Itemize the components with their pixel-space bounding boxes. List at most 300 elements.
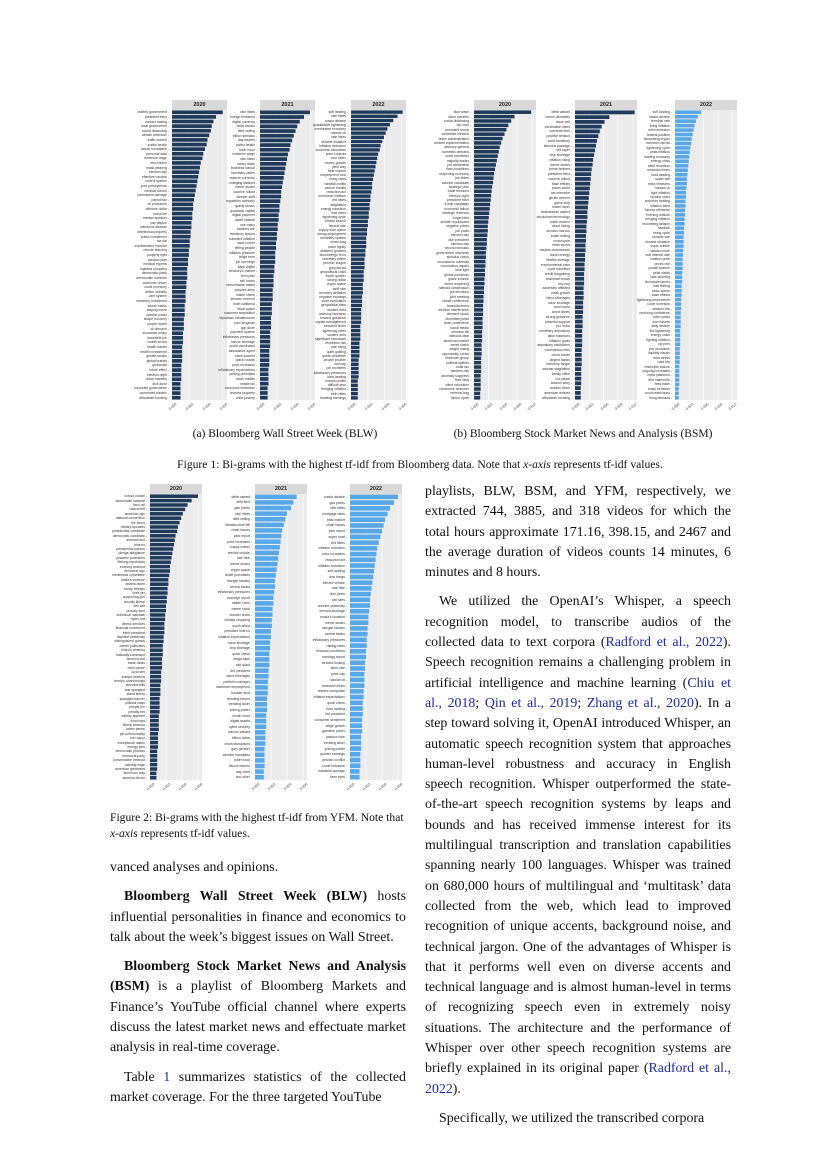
bar-individual-mandate (150, 613, 165, 617)
bar-charging-stations (260, 181, 283, 185)
category-label: inflationary pressures - (313, 370, 348, 375)
category-label: fed hikes - (332, 198, 348, 203)
category-label: peloton conflict - (322, 757, 347, 762)
bar-chain-issues (255, 528, 282, 532)
table-ref-link[interactable]: 1 (163, 1069, 171, 1085)
category-label: labour shortage - (231, 339, 257, 344)
x-tick-label: 0.003 (484, 402, 494, 412)
category-label: tight inflation - (650, 190, 672, 195)
category-label: minimum wage - (232, 152, 257, 157)
category-label: attorney general - (444, 145, 471, 150)
x-tick-label: 0.006 (194, 782, 204, 792)
category-label: restrictive stance - (644, 364, 672, 369)
category-label: rising cycle - (653, 230, 672, 235)
category-label: russia ukraine - (323, 494, 347, 499)
bar-term-plan (260, 274, 274, 278)
bar-fed-president (350, 712, 363, 717)
bar-russia-ukraine (675, 115, 698, 119)
category-label: peak inflation - (649, 150, 672, 155)
bar-sophisticated-investor (172, 244, 190, 248)
bar-drafted-government (172, 110, 223, 114)
bar-ransomware-attack (260, 284, 274, 288)
bar-auction-story (575, 381, 581, 385)
bar-geopolitical-risks (351, 304, 362, 307)
bar-smart-check (474, 343, 482, 347)
category-label: neutral rate - (328, 223, 348, 228)
bar-supporting-join (150, 596, 167, 600)
category-label: evening america - (120, 564, 147, 569)
bar-democratic-process (150, 750, 157, 754)
category-label: joint meeting - (449, 294, 471, 299)
bar-strategic-reserves (474, 212, 489, 216)
bar-bad-feeling (675, 284, 682, 288)
category-label: trump campaign - (444, 202, 471, 207)
category-label: bankers risk - (450, 369, 471, 374)
bar-people-provide (351, 358, 359, 361)
category-label: fed president - (325, 712, 347, 717)
bar-electric-vehicle (255, 551, 279, 555)
bar-social-distancing (474, 119, 511, 123)
bar-military-spouses (150, 525, 178, 529)
citation-separator-2: ; (577, 695, 587, 711)
category-label: strong dollar - (327, 278, 348, 283)
category-label: election day - (450, 233, 471, 238)
category-label: inflation expectations - (218, 635, 252, 639)
bar-tight-inflation (675, 191, 686, 195)
bar-fed-tightening (675, 329, 680, 333)
bar-offshore-dollar (172, 207, 193, 211)
bar-pricing-power (255, 708, 267, 712)
bar-rate-hikes (260, 110, 310, 114)
category-label: hard landing - (327, 374, 348, 379)
category-label: trade tensions - (447, 189, 471, 194)
category-label: retail sector - (552, 243, 572, 248)
bar-labour-shortage (260, 340, 270, 344)
bar-labor-shortage (575, 301, 583, 305)
category-label: contested election - (441, 132, 471, 137)
citation-chiu[interactable]: Chiu et al., 2018 (425, 675, 731, 711)
category-label: domestic demand - (442, 149, 471, 154)
category-label: customer driven - (142, 280, 169, 285)
category-label: nancy davis - (237, 161, 257, 166)
category-label: prices world - (551, 186, 572, 191)
category-label: traffic control - (147, 137, 169, 142)
bar-portfolio-manager (255, 680, 268, 684)
category-label: tightening cycle - (646, 145, 672, 150)
bar-largest-banks (575, 358, 582, 362)
x-tick-label: 0.004 (178, 782, 188, 792)
category-label: bankers are - (237, 227, 257, 232)
bar-steel-reduction (675, 164, 688, 168)
bar-month-chart (255, 713, 266, 717)
bar-presidential-candidate (150, 530, 177, 534)
bar-daily-decline (675, 325, 681, 329)
paragraph-whisper (425, 592, 731, 1099)
bar-pension-plan (172, 258, 188, 262)
bar-joint-meeting (474, 295, 484, 299)
category-label: affordable housing - (542, 395, 572, 400)
bar-pledge-allegiance (150, 552, 172, 556)
bar-biden-s (150, 543, 174, 547)
category-label: government response - (436, 250, 471, 255)
citation-separator-1: ; (475, 695, 485, 711)
category-label: travel energy - (550, 253, 572, 257)
bar-bear-market (350, 517, 385, 522)
bar-election-interference (474, 308, 483, 312)
figure2-caption-text: Bi-grams with the highest tf-idf from YFM. Note that (155, 811, 404, 824)
bar-lehman-moment (260, 298, 273, 302)
bar-hard-landing (675, 173, 687, 177)
category-label: geopolitical risks - (321, 303, 348, 308)
bar-peak-inflation (675, 151, 690, 155)
whisper-text-a: We utilized the OpenAI’s Whisper, a speech recognition model, to transcribe audios of the collected data to text corpora ( (425, 594, 731, 651)
category-label: trump betrays - (124, 586, 147, 591)
category-label: inflation fixed - (650, 203, 672, 208)
category-label: environmental risks - (540, 262, 572, 267)
category-label: floor deal - (454, 378, 471, 383)
bar-corporate-governance (172, 387, 180, 391)
citation-radford-2[interactable]: Radford et al., 2022 (425, 1061, 731, 1097)
bar-inflation-goals (575, 339, 582, 343)
category-label: tax intensive - (551, 191, 572, 196)
bar-monetary-system (351, 237, 366, 240)
bar-hotel-california (260, 302, 272, 306)
category-label: fed taper - (556, 148, 572, 153)
bar-commerce-chamber (474, 387, 481, 391)
category-label: monetary system - (320, 236, 348, 241)
bar-ukraine-situation (351, 140, 382, 143)
bar-forget-bets (474, 216, 489, 220)
category-label: charging stations - (229, 180, 257, 185)
category-label: quantitative tightening - (312, 122, 348, 127)
category-label: lower tightly - (328, 244, 348, 249)
bar-stimulus-package (575, 144, 596, 148)
category-label: restoring confidence - (639, 311, 672, 315)
bar-rate-rising (351, 346, 359, 349)
category-label: meme stocks - (549, 162, 572, 167)
bar-social-media (474, 326, 483, 330)
bar-ledge-term (260, 255, 275, 259)
bar-monetary-depository (575, 329, 582, 333)
bar-prices-world (575, 187, 590, 191)
category-label: ongoing increases - (642, 369, 672, 373)
category-label: iron vapor - (129, 736, 147, 741)
bar-hard-landing (350, 706, 363, 711)
category-label: inflationary pressures - (222, 334, 257, 339)
bar-credentials-committee (150, 574, 169, 578)
category-label: futures refinance - (644, 208, 672, 213)
bar-virtual-conference (474, 299, 484, 303)
table-text-a: Table (124, 1069, 164, 1085)
bar-energy-transition (351, 207, 370, 210)
category-label: effective vaccine - (141, 174, 169, 179)
bar-labor-rate (350, 666, 365, 671)
bar-loyal-sen (150, 670, 161, 674)
bar-app-store (260, 326, 271, 330)
bar-maine-check (260, 293, 273, 297)
category-label: coronavirus impact - (440, 263, 471, 268)
bar-foreign-investors (260, 115, 304, 119)
bar-smart-selling (575, 234, 586, 238)
category-label: democratic nominee - (136, 276, 169, 281)
facet-strip-title: 2020 (150, 484, 202, 494)
category-label: bring inflation - (649, 123, 672, 128)
category-label: business school - (230, 166, 257, 171)
bar-employment-cost (351, 173, 374, 176)
bar-gasoline-prices (350, 729, 362, 734)
category-label: employment cost - (320, 173, 348, 178)
bar-terminal-rate (675, 119, 696, 123)
bar-trump-betrays (150, 587, 168, 591)
bar-personal-data (172, 152, 203, 156)
bar-banking-earnings (351, 396, 358, 399)
category-label: spangled banner - (119, 696, 147, 701)
category-label: african american - (141, 133, 169, 138)
category-label: world vaccinated - (229, 344, 257, 349)
bar-secretary-yellen (260, 171, 285, 175)
bar-tightening-cycle (675, 146, 690, 150)
bar-plot (351, 110, 406, 400)
bar-affordable-housing (575, 396, 581, 400)
bar-secular-stagnation (575, 367, 581, 371)
bar-formula-shortage (350, 609, 369, 614)
x-tick-label: 0.006 (394, 782, 404, 792)
bar-career-politicians (150, 644, 163, 648)
category-label: global aid - (152, 363, 169, 368)
bar-government-response (474, 251, 486, 255)
facet-strip-title: 2020 (474, 100, 536, 110)
figure2-caption (110, 810, 406, 842)
category-label: price increases - (232, 362, 257, 367)
x-tick-label: 0.003 (585, 402, 595, 412)
category-label: bitcoin futures - (228, 763, 252, 768)
bar-president-trump (474, 128, 506, 132)
bar-quality-stocks (260, 204, 279, 208)
category-label: crypto space - (326, 282, 348, 287)
category-label: ledge term - (238, 255, 257, 260)
bar-bloomberg-s-ferro (351, 253, 365, 256)
category-label: southern landing - (644, 199, 672, 204)
category-label: inflation reduction - (318, 546, 347, 551)
bar-chinese-property (260, 391, 268, 395)
category-label: adversely affected - (542, 286, 572, 291)
category-label: election night - (146, 372, 169, 377)
category-label: supporting join - (122, 595, 147, 600)
bar-job-openings (260, 260, 275, 264)
category-label: pay dayton - (150, 220, 169, 225)
category-label: super bowl - (328, 534, 347, 539)
bar-control-system (172, 180, 197, 184)
left-column-text (110, 858, 406, 1108)
bar-public-investment (172, 235, 191, 239)
bar-fed-hikes (351, 199, 370, 202)
category-label: significant slowdown - (315, 337, 348, 342)
bar-chip-shortage (255, 646, 270, 650)
category-label: special power - (146, 312, 169, 317)
category-label: ukraine situation - (321, 139, 348, 144)
category-label: federal position - (646, 132, 672, 137)
category-label: estate tax - (240, 381, 257, 386)
category-label: sophisticated investor - (134, 243, 169, 248)
category-label: strong employment - (317, 231, 348, 236)
category-label: price controls - (325, 152, 348, 157)
category-label: gas prices - (234, 506, 252, 511)
bar-rate-hike (255, 556, 278, 560)
category-label: penalty tier - (128, 709, 147, 714)
bar-turbulent-times (351, 325, 360, 328)
bar-sinks-above (675, 289, 682, 293)
category-label: child poverty - (235, 395, 257, 400)
bar-median-chairwoman (575, 248, 585, 252)
category-label: robin hood - (238, 147, 257, 152)
bar-bloomberg-tailspin (675, 222, 685, 226)
bar-forward-guidance (351, 316, 361, 319)
category-label: russian oil - (330, 131, 348, 136)
bar-mega-caps (255, 657, 269, 661)
bar-asset-purchases (255, 573, 276, 577)
category-label: joe weisenthal - (447, 162, 471, 167)
bar-plot (255, 494, 307, 780)
bar-reduction-act (351, 190, 371, 193)
category-label: russian crude - (649, 248, 672, 253)
category-label: china bonds - (551, 352, 572, 357)
category-label: bear market - (326, 517, 347, 522)
category-label: foreign investors - (230, 115, 257, 120)
category-label: raising rates - (326, 643, 347, 648)
bar-blue-light (474, 269, 485, 273)
category-label: strong guidance - (545, 314, 572, 319)
bar-price-controls (351, 152, 378, 155)
bar-prices-rise (675, 262, 683, 266)
category-label: base effects - (551, 181, 572, 186)
category-label: price cap - (331, 672, 347, 677)
category-label: energy costs - (650, 333, 672, 338)
category-label: basically command - (116, 652, 147, 657)
category-label: stimulus bill - (451, 329, 471, 334)
bar-gas-prices (255, 506, 291, 510)
category-label: tax rial - (156, 239, 169, 244)
category-label: blockchain technology - (536, 214, 572, 219)
bar-election-day (474, 233, 487, 237)
x-tick-label: 0.000 (346, 782, 356, 792)
category-label: affordable housing - (139, 395, 169, 400)
bar-inventory-tangle (575, 362, 582, 366)
category-label: tightening instruments - (636, 297, 672, 302)
category-label: russian oil - (329, 677, 347, 682)
category-label: loyal sen - (131, 670, 147, 675)
bar-contested-election (474, 132, 505, 136)
category-label: fighting inflation - (646, 337, 672, 342)
category-label: chip shortage - (229, 646, 252, 651)
x-tick-label: 0.002 (272, 402, 283, 412)
bar-economic-fallout (474, 207, 490, 211)
category-label: robin hood - (233, 758, 252, 763)
category-label: dick dunn - (152, 381, 169, 386)
bar-senator-marcus (575, 229, 586, 233)
bar-use-many (260, 223, 278, 227)
category-label: medical school - (144, 188, 169, 193)
bar-putting-principles (260, 372, 268, 376)
bar-coronavirus-outbreak (474, 260, 485, 264)
bar-rate-hike (350, 586, 372, 591)
bar-calming-edge (150, 763, 157, 767)
bar-robin-hood (260, 148, 290, 152)
bar-bloomberg-crypto (675, 137, 692, 141)
category-label: wind move - (553, 305, 572, 310)
bar-birth-rates (351, 392, 358, 395)
bar-labor-shortage (255, 640, 270, 644)
category-label: yoy announce - (648, 346, 672, 351)
x-tick-label: 0.000 (168, 402, 178, 412)
bar-gentle-women (575, 196, 589, 200)
x-tick-label: 0.006 (397, 402, 408, 412)
bar-trillion-dollar (255, 736, 265, 740)
category-label: ukraine war - (652, 235, 672, 240)
category-label: joe biden - (455, 176, 471, 181)
bar-earnings-report (255, 596, 273, 600)
bar-care-system (172, 295, 186, 299)
bar-task-aborting (675, 276, 682, 280)
bar-price-increases (350, 552, 376, 557)
category-label: airline industry - (145, 289, 169, 294)
category-label: war spangled - (124, 687, 147, 692)
citation-radford-1[interactable]: Radford et al., 2022 (605, 635, 723, 651)
bar-cost-index (351, 157, 377, 160)
bar-word-transitory (575, 139, 597, 143)
bar-holiday-shopping (255, 618, 272, 622)
category-label: electric vehicle - (227, 550, 252, 555)
x-tick-label: 0.012 (628, 402, 638, 412)
x-tick-label: 0.004 (289, 402, 300, 412)
bsm-description: is a playlist of Bloomberg Markets and Finance’s YouTube official channel where experts discuss the latest market news and effectuate market analysis in real-time coverage. (110, 979, 406, 1056)
bar-sewer-marks (172, 304, 185, 308)
bar-robin-hood (255, 758, 265, 762)
category-label: quality stocks - (234, 203, 257, 208)
category-label: american dgc - (124, 511, 147, 516)
bar-school-choice (150, 494, 198, 498)
bar-plot (474, 110, 536, 400)
bar-stimulus-bills (150, 684, 160, 688)
bar-effective-vaccine (172, 175, 198, 179)
bar-inflationary-pressures (351, 371, 359, 374)
category-label: asset purchases - (225, 573, 252, 578)
category-label: strategic plan - (448, 184, 471, 189)
category-label: health investment - (140, 349, 169, 354)
category-label: economic fallout - (444, 206, 471, 211)
bar-unicorn-variant (255, 730, 265, 734)
bar-hawkish (675, 226, 684, 230)
bar-strong-guidance (575, 315, 583, 319)
bar-russian-oil (675, 186, 686, 190)
category-label: worst series - (551, 310, 572, 315)
category-label: rate hikes - (235, 511, 252, 516)
category-label: happy maker - (230, 545, 252, 550)
citation-qin[interactable]: Qin et al., 2019 (484, 695, 578, 711)
x-tick-label: 0.009 (512, 402, 523, 412)
bar-industrial-average (350, 769, 360, 774)
category-label: difficult year - (327, 383, 348, 388)
bar-democratic-candidate (150, 534, 176, 538)
category-label: vaccine rollout - (548, 176, 572, 181)
bar-american-dgc (150, 512, 183, 516)
category-label: russia ukraine - (324, 118, 348, 123)
category-label: industrial average - (318, 769, 347, 774)
category-label: covid restrictions - (644, 391, 672, 396)
category-label: political system - (445, 360, 471, 365)
bar-supply-side-option (351, 228, 367, 231)
bar-quick-check (350, 700, 363, 705)
citation-zhang[interactable]: Zhang et al., 2020 (586, 695, 694, 711)
